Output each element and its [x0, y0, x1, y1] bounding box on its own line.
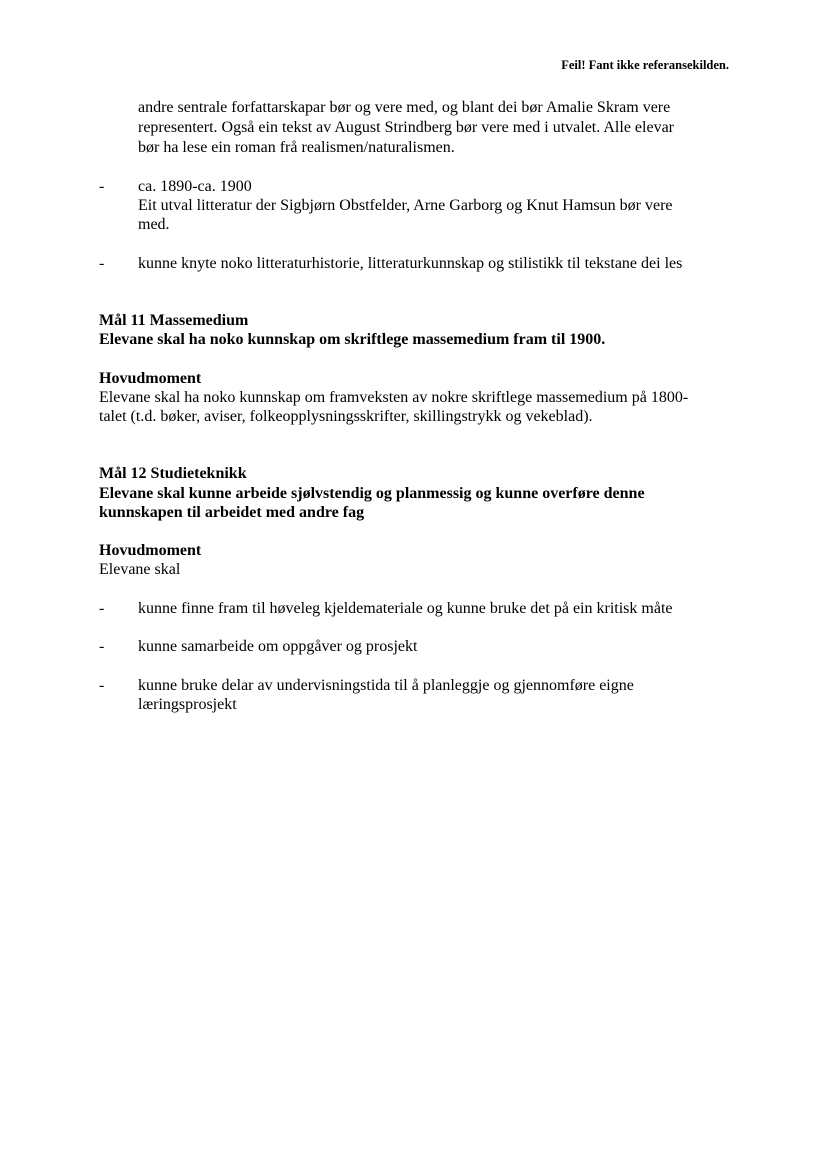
list-bullet: -: [99, 600, 105, 617]
list-item-line: kunne samarbeide om oppgåver og prosjekt: [138, 638, 418, 655]
goal-statement: Elevane skal ha noko kunnskap om skriftlege massemedium fram til 1900.: [99, 331, 606, 348]
list-bullet: -: [99, 638, 105, 655]
goal-title: Mål 12 Studieteknikk: [99, 465, 247, 482]
list-item-line: Eit utval litteratur der Sigbjørn Obstfelder, Arne Garborg og Knut Hamsun bør vere: [138, 197, 673, 214]
paragraph-line: bør ha lese ein roman frå realismen/naturalismen.: [138, 139, 455, 156]
paragraph-line: talet (t.d. bøker, aviser, folkeopplysningsskrifter, skillingstrykk og vekeblad).: [99, 408, 593, 425]
list-item-line: kunne knyte noko litteraturhistorie, litteraturkunnskap og stilistikk til tekstane dei les: [138, 255, 683, 272]
section-subheading: Hovudmoment: [99, 370, 202, 387]
list-item-line: kunne bruke delar av undervisningstida til å planleggje og gjennomføre eigne: [138, 677, 634, 694]
list-bullet: -: [99, 255, 105, 272]
goal-title: Mål 11 Massemedium: [99, 312, 249, 329]
list-bullet: -: [99, 178, 105, 195]
list-item-line: læringsprosjekt: [138, 696, 237, 713]
list-item-line: med.: [138, 216, 170, 233]
page-header: Feil! Fant ikke referansekilden.: [561, 58, 729, 72]
paragraph-line: Elevane skal: [99, 561, 181, 578]
list-item-line: kunne finne fram til høveleg kjeldemateriale og kunne bruke det på ein kritisk måte: [138, 600, 673, 617]
paragraph-line: Elevane skal ha noko kunnskap om framveksten av nokre skriftlege massemedium på 1800-: [99, 389, 689, 406]
list-item-line: ca. 1890-ca. 1900: [138, 178, 252, 195]
list-bullet: -: [99, 677, 105, 694]
paragraph-line: andre sentrale forfattarskapar bør og vere med, og blant dei bør Amalie Skram vere: [138, 99, 671, 116]
paragraph-line: representert. Også ein tekst av August Strindberg bør vere med i utvalet. Alle elevar: [138, 119, 674, 136]
goal-statement: Elevane skal kunne arbeide sjølvstendig og planmessig og kunne overføre denne: [99, 485, 645, 502]
section-subheading: Hovudmoment: [99, 542, 202, 559]
goal-statement: kunnskapen til arbeidet med andre fag: [99, 504, 365, 521]
